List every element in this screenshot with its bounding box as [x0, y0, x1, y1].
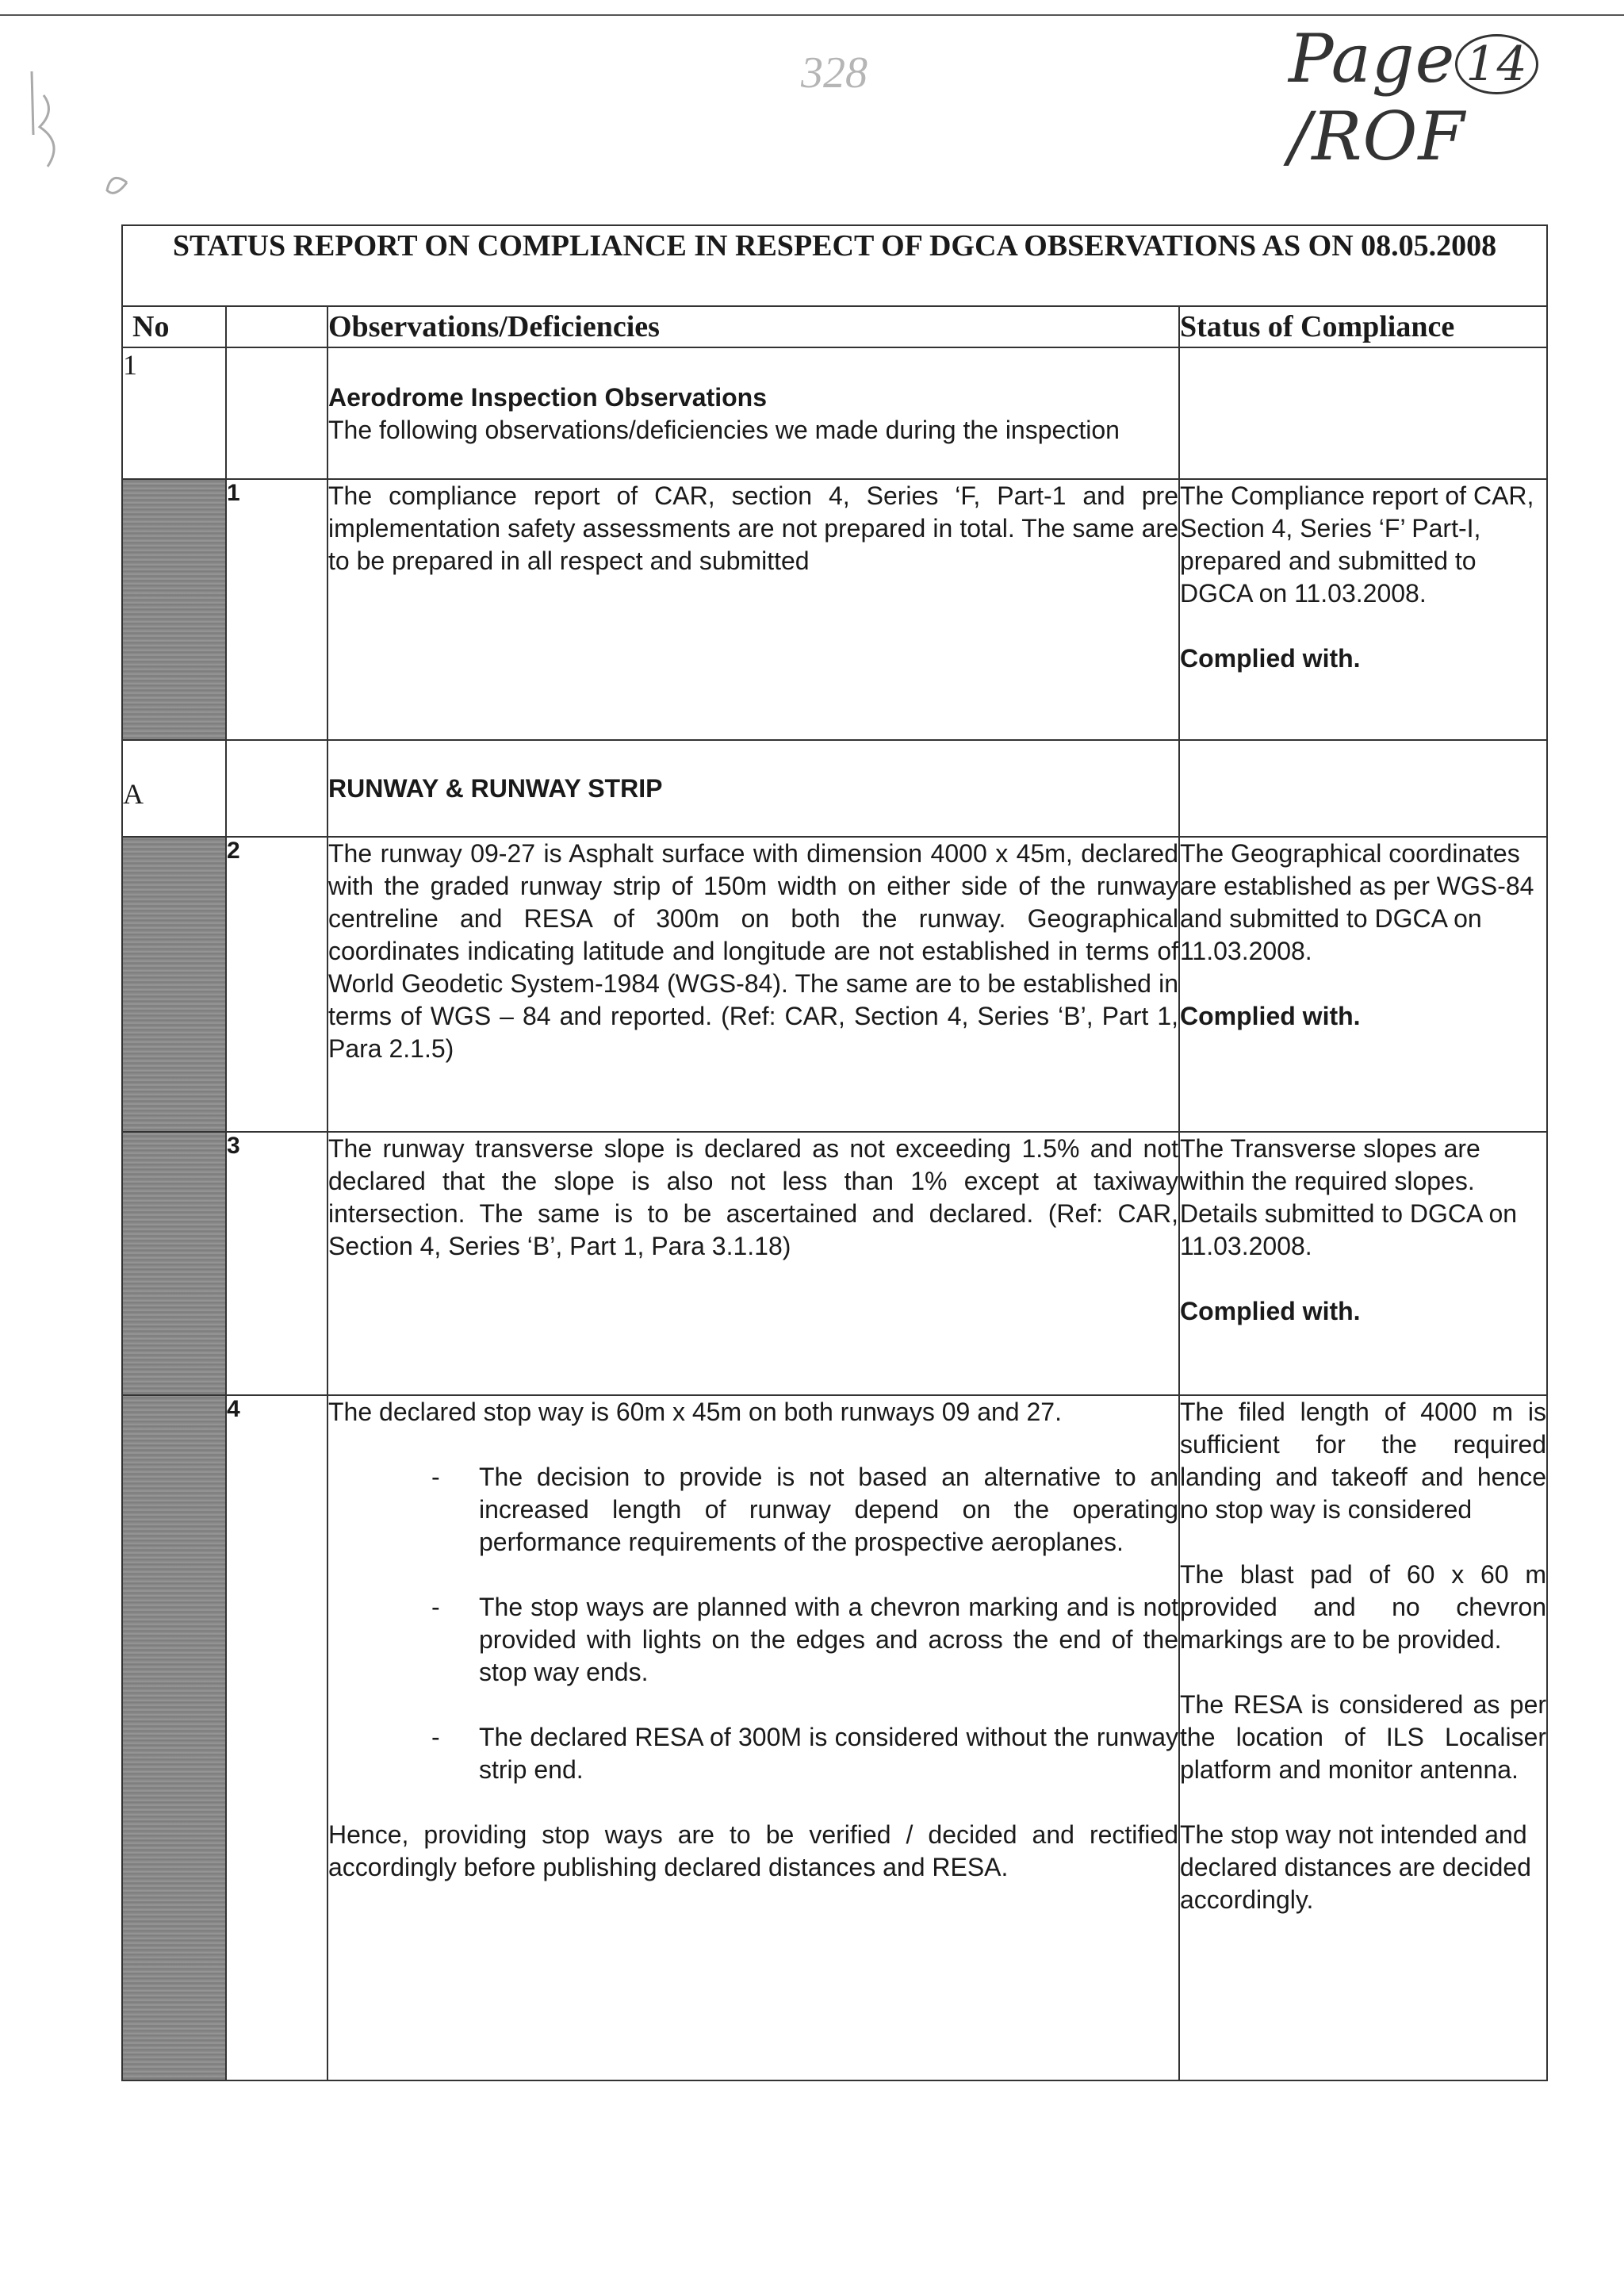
observation-text: The compliance report of CAR, section 4, Series ‘F, Part-1 and pre implementation safety assessments are not prepared in total. The same are to be prepared in all respect and submitted: [327, 479, 1179, 740]
page-annotation-prefix: Page: [1289, 20, 1456, 98]
observation-intro: The declared stop way is 60m x 45m on both runways 09 and 27.: [328, 1398, 1062, 1426]
blank-cell: [1179, 740, 1547, 837]
row-number: 3: [226, 1132, 327, 1395]
table-row: [122, 1395, 1547, 2080]
table-row: [122, 837, 1547, 1132]
observation-text: The runway transverse slope is declared as not exceeding 1.5% and not declared that the slope is also not less than 1% except at taxiway intersection. The same is to be ascertained and declared. (Ref: CAR, Section 4, Series ‘B’, Part 1, Para 3.1.18): [327, 1132, 1179, 1395]
status-cell: [1179, 837, 1547, 1132]
observation-bullet: - The declared RESA of 300M is considered without the runway strip end.: [328, 1721, 1178, 1786]
report-title: STATUS REPORT ON COMPLIANCE IN RESPECT OF DGCA OBSERVATIONS AS ON 08.05.2008: [122, 225, 1547, 306]
row-number: 2: [226, 837, 327, 1132]
section-1-title: Aerodrome Inspection Observations: [328, 383, 768, 412]
section-a-row: [122, 740, 1547, 837]
column-header-status: Status of Compliance: [1179, 306, 1547, 347]
page-annotation-suffix: /ROF: [1289, 98, 1465, 175]
table-row: [122, 1132, 1547, 1395]
status-paragraph: The stop way not intended and declared distances are decided accordingly.: [1180, 1820, 1531, 1914]
status-paragraph: The RESA is considered as per the location of ILS Localiser platform and monitor antenna.: [1180, 1690, 1547, 1784]
observation-conclusion: Hence, providing stop ways are to be verified / decided and rectified accordingly before publishing declared distances and RESA.: [328, 1820, 1178, 1881]
status-result: Complied with.: [1180, 1297, 1361, 1325]
section-1-row: [122, 347, 1547, 479]
status-cell: [1179, 1132, 1547, 1395]
section-1-number: 1: [122, 347, 226, 479]
status-result: Complied with.: [1180, 644, 1361, 673]
page-annotation-circled-number: 14: [1455, 34, 1538, 94]
shaded-cell: [122, 837, 226, 1132]
title-row: [122, 225, 1547, 306]
observation-bullet-list: [328, 1461, 1178, 1786]
compliance-table: [121, 224, 1548, 2081]
column-header-observations: Observations/Deficiencies: [327, 306, 1179, 347]
section-a-title: RUNWAY & RUNWAY STRIP: [328, 774, 663, 803]
column-header-blank: [226, 306, 327, 347]
observation-bullet: - The stop ways are planned with a chevron marking and is not provided with lights on the edges and across the end of the stop way ends.: [328, 1591, 1178, 1689]
section-a-number: A: [122, 740, 226, 837]
row-number: 1: [226, 479, 327, 740]
blank-cell: [226, 347, 327, 479]
shaded-cell: [122, 479, 226, 740]
row-number: 4: [226, 1395, 327, 2080]
column-header-no: No: [122, 306, 226, 347]
status-text: The Compliance report of CAR, Section 4, Series ‘F’ Part-I, prepared and submitted to DGCA on 11.03.2008.: [1180, 481, 1534, 608]
observation-text: The runway 09-27 is Asphalt surface with dimension 4000 x 45m, declared with the graded runway strip of 150m width on either side of the runway centreline and RESA of 300m on both the runway. Geographical coordinates indicating latitude and longitude are not established in terms of World Geodetic System-1984 (WGS-84). The same are to be established in terms of WGS – 84 and reported. (Ref: CAR, Section 4, Series ‘B’, Part 1, Para 2.1.5): [327, 837, 1179, 1132]
shaded-cell: [122, 1395, 226, 2080]
observation-cell: [327, 1395, 1179, 2080]
shaded-cell: [122, 1132, 226, 1395]
margin-scribble: [8, 63, 135, 222]
section-1-text: The following observations/deficiencies we made during the inspection: [328, 416, 1120, 444]
status-paragraph: The filed length of 4000 m is sufficient for the required landing and takeoff and hence no stop way is considered: [1180, 1398, 1547, 1524]
status-paragraph: The blast pad of 60 x 60 m provided and no chevron markings are to be provided.: [1180, 1560, 1547, 1654]
stamp-number: 328: [801, 48, 868, 98]
section-1-cell: [327, 347, 1179, 479]
blank-cell: [226, 740, 327, 837]
status-cell: [1179, 479, 1547, 740]
blank-cell: [1179, 347, 1547, 479]
status-result: Complied with.: [1180, 1002, 1361, 1030]
status-text: The Transverse slopes are within the required slopes. Details submitted to DGCA on 11.03.2008.: [1180, 1134, 1518, 1260]
page-top-edge: [0, 14, 1624, 16]
status-cell: [1179, 1395, 1547, 2080]
table-row: [122, 479, 1547, 740]
observation-bullet: - The decision to provide is not based an alternative to an increased length of runway depend on the operating performance requirements of the prospective aeroplanes.: [328, 1461, 1178, 1559]
section-a-title-cell: [327, 740, 1179, 837]
header-row: [122, 306, 1547, 347]
status-text: The Geographical coordinates are established as per WGS-84 and submitted to DGCA on 11.03.2008.: [1180, 839, 1534, 965]
handwritten-page-annotation: [1289, 20, 1624, 175]
